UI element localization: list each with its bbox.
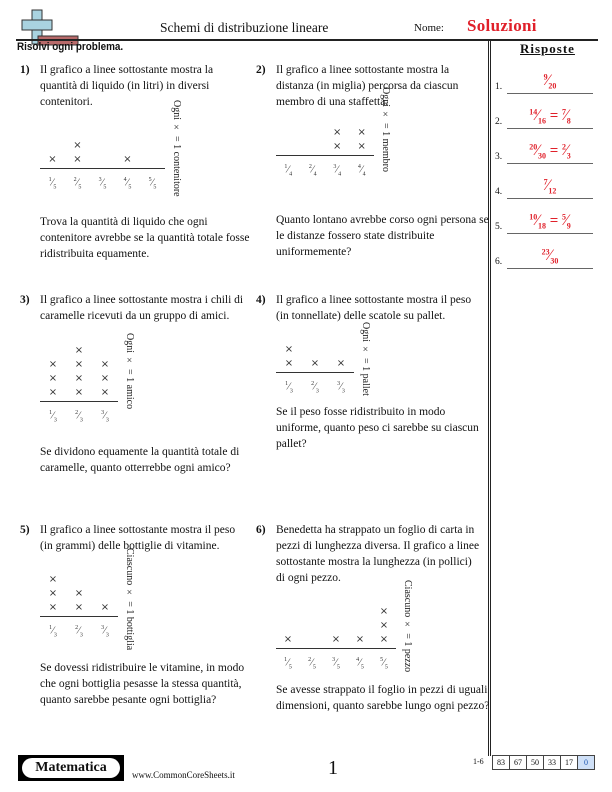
x-mark: ×	[100, 359, 110, 370]
x-mark: ×	[283, 634, 293, 645]
x-mark: ×	[74, 387, 84, 398]
plot-legend: Ogni × = 1 amico	[124, 333, 135, 410]
x-mark: ×	[74, 373, 84, 384]
tick-label: $^2⁄_5$	[308, 657, 316, 671]
instructions: Risolvi ogni problema.	[17, 41, 124, 53]
score-cell: 83	[492, 755, 510, 770]
tick-label: $^1⁄_3$	[49, 410, 57, 424]
fraction: $^2⁄_3$	[562, 142, 571, 161]
problem-question: Trova la quantità di liquido che ogni contenitore avrebbe se la quantità totale fosse ridistribuita equamente.	[40, 216, 250, 260]
problem-number: 1)	[20, 64, 30, 76]
x-mark: ×	[100, 387, 110, 398]
answer-row	[495, 101, 605, 129]
problem-number: 2)	[256, 64, 266, 76]
subject-label: Matematica	[22, 758, 120, 778]
x-mark: ×	[333, 141, 342, 152]
problem-question: Se il peso fosse ridistribuito in modo uniforme, quanto peso ci sarebbe su ciascun pallet?	[276, 406, 479, 450]
page-number: 1	[328, 757, 338, 779]
fraction: $^{20}⁄_{30}$	[529, 142, 546, 161]
x-mark: ×	[48, 588, 58, 599]
answer-line	[507, 128, 593, 130]
x-mark: ×	[357, 127, 366, 138]
tick-label: $^3⁄_4$	[333, 164, 342, 178]
tick-label: $^2⁄_4$	[308, 164, 317, 178]
tick-label: $^1⁄_3$	[49, 625, 57, 639]
answers-divider	[488, 40, 491, 756]
answer-number: 5.	[495, 222, 503, 232]
fraction: $^7⁄_8$	[562, 107, 571, 126]
problem-text: Il grafico a linee sottostante mostra la distanza (in miglia) percorsa da ciascun membro di una staffetta.	[276, 64, 459, 108]
plot-axis	[276, 155, 374, 156]
name-label: Nome:	[414, 22, 444, 34]
answer-row	[495, 66, 605, 94]
page-title: Schemi di distribuzione lineare	[160, 20, 329, 35]
x-mark: ×	[284, 344, 294, 355]
answer-value: $^{14}⁄_{16}$ = $^7⁄_8$	[529, 107, 571, 126]
plot-axis	[40, 616, 118, 617]
x-mark: ×	[48, 154, 57, 165]
plot-axis	[276, 648, 396, 649]
fraction: $^7⁄_{12}$	[543, 177, 557, 196]
problem-text: Il grafico a linee sottostante mostra la quantità di liquido (in litri) in diversi contenitori.	[40, 64, 214, 108]
x-mark: ×	[73, 154, 82, 165]
name-value: Soluzioni	[467, 16, 537, 35]
answer-line	[507, 268, 593, 270]
problem-text: Benedetta ha strappato un foglio di carta in pezzi di lunghezza diversa. Il grafico a linee sottostante mostra la lunghezza (in pollici) di ogni pezzo.	[276, 524, 480, 584]
answer-row	[495, 171, 605, 199]
problem-number: 4)	[256, 294, 266, 306]
x-mark: ×	[74, 588, 84, 599]
score-cell: 50	[526, 755, 544, 770]
score-cell: 33	[543, 755, 561, 770]
problem-number: 3)	[20, 294, 30, 306]
tick-label: $^3⁄_5$	[98, 177, 107, 191]
x-mark: ×	[331, 634, 341, 645]
problem-range: 1-6	[473, 757, 484, 766]
x-mark: ×	[100, 373, 110, 384]
answer-line	[507, 93, 593, 95]
tick-label: $^5⁄_5$	[380, 657, 388, 671]
tick-label: $^4⁄_5$	[356, 657, 364, 671]
fraction: $^5⁄_9$	[562, 212, 571, 231]
answer-value	[507, 177, 593, 196]
tick-label: $^1⁄_4$	[284, 164, 293, 178]
fraction: $^{23}⁄_{30}$	[541, 247, 559, 266]
tick-label: $^5⁄_5$	[148, 177, 157, 191]
problem-text: Il grafico a linee sottostante mostra i chili di caramelle ricevuti da un gruppo di amici.	[40, 294, 244, 322]
x-mark: ×	[379, 634, 389, 645]
x-mark: ×	[74, 345, 84, 356]
subject-badge	[18, 755, 124, 781]
tick-label: $^3⁄_3$	[337, 381, 345, 395]
x-mark: ×	[100, 602, 110, 613]
x-mark: ×	[48, 359, 58, 370]
x-mark: ×	[73, 140, 82, 151]
problem-number: 6)	[256, 524, 266, 536]
problem-text: Il grafico a linee sottostante mostra il peso (in grammi) delle bottiglie di vitamine.	[40, 524, 236, 552]
answer-number: 4.	[495, 187, 503, 197]
answer-value	[507, 247, 593, 266]
problem-question: Se dividono equamente la quantità totale di caramelle, quanto otterrebbe ogni amico?	[40, 446, 240, 474]
problem-question: Quanto lontano avrebbe corso ogni persona se le distanze fossero state distribuite uniformemente?	[276, 214, 489, 258]
answer-number: 1.	[495, 82, 503, 92]
tick-label: $^4⁄_4$	[357, 164, 366, 178]
answer-value	[507, 72, 593, 91]
plot-legend: Ogni × = 1 pallet	[360, 322, 371, 396]
plot-legend: Ogni × = 1 contenitore	[171, 100, 182, 197]
tick-label: $^3⁄_3$	[101, 625, 109, 639]
answer-line	[507, 233, 593, 235]
x-mark: ×	[48, 574, 58, 585]
x-mark: ×	[355, 634, 365, 645]
tick-label: $^1⁄_5$	[284, 657, 292, 671]
plot-axis	[40, 401, 118, 402]
x-mark: ×	[48, 373, 58, 384]
tick-label: $^2⁄_5$	[73, 177, 82, 191]
answer-line	[507, 198, 593, 200]
score-cell: 67	[509, 755, 527, 770]
plot-axis	[40, 168, 165, 169]
plot-legend: Ciascuno × = 1 bottiglia	[124, 548, 135, 651]
x-mark: ×	[333, 127, 342, 138]
tick-label: $^1⁄_3$	[285, 381, 293, 395]
x-mark: ×	[357, 141, 366, 152]
x-mark: ×	[48, 387, 58, 398]
tick-label: $^2⁄_3$	[75, 410, 83, 424]
x-mark: ×	[284, 358, 294, 369]
x-mark: ×	[379, 606, 389, 617]
plot-legend: Ciascuno × = 1 pezzo	[402, 580, 413, 673]
fraction: $^{14}⁄_{16}$	[529, 107, 546, 126]
site-url: www.CommonCoreSheets.it	[132, 770, 235, 780]
tick-label: $^3⁄_5$	[332, 657, 340, 671]
answer-row	[495, 206, 605, 234]
answer-row	[495, 136, 605, 164]
answer-line	[507, 163, 593, 165]
x-mark: ×	[310, 358, 320, 369]
x-mark: ×	[74, 359, 84, 370]
answer-value: $^{10}⁄_{18}$ = $^5⁄_9$	[529, 212, 571, 231]
answer-row	[495, 241, 605, 269]
problem-text: Il grafico a linee sottostante mostra il peso (in tonnellate) delle scatole su pallet.	[276, 294, 472, 322]
fraction: $^9⁄_{20}$	[543, 72, 557, 91]
answer-number: 6.	[495, 257, 503, 267]
answer-value: $^{20}⁄_{30}$ = $^2⁄_3$	[529, 142, 571, 161]
tick-label: $^1⁄_5$	[48, 177, 57, 191]
plot-axis	[276, 372, 354, 373]
x-mark: ×	[48, 602, 58, 613]
x-mark: ×	[336, 358, 346, 369]
x-mark: ×	[123, 154, 132, 165]
answers-title: Risposte	[520, 41, 575, 56]
answer-number: 3.	[495, 152, 503, 162]
problem-question: Se avesse strappato il foglio in pezzi di uguali dimensioni, quanto sarebbe lungo ogni pezzo?	[276, 684, 490, 712]
plot-legend: Ogni × = 1 membro	[380, 87, 391, 172]
problem-question: Se dovessi ridistribuire le vitamine, in modo che ogni bottiglia pesasse la stessa quantità, quanto sarebbe pesante ogni bottiglia?	[40, 662, 245, 706]
x-mark: ×	[379, 620, 389, 631]
tick-label: $^2⁄_3$	[311, 381, 319, 395]
score-cell: 0	[577, 755, 595, 770]
score-table	[493, 755, 595, 770]
fraction: $^{10}⁄_{18}$	[529, 212, 546, 231]
tick-label: $^4⁄_5$	[123, 177, 132, 191]
tick-label: $^3⁄_3$	[101, 410, 109, 424]
x-mark: ×	[74, 602, 84, 613]
tick-label: $^2⁄_3$	[75, 625, 83, 639]
problem-number: 5)	[20, 524, 30, 536]
answer-number: 2.	[495, 117, 503, 127]
score-cell: 17	[560, 755, 578, 770]
